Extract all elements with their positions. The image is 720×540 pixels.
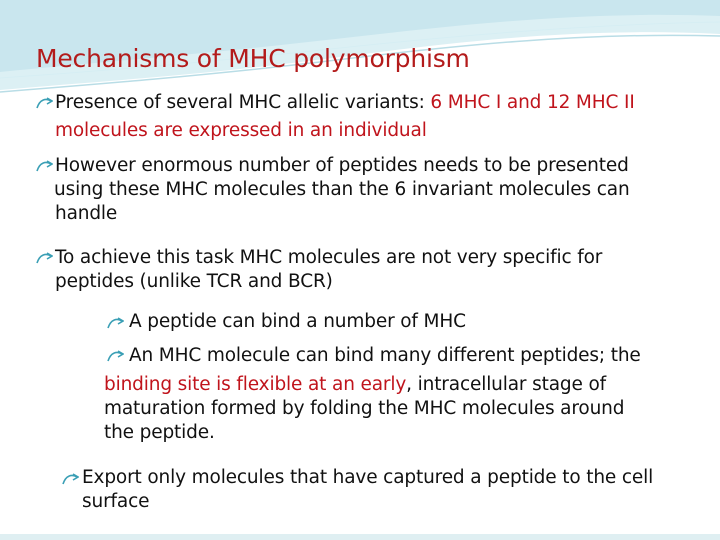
sub-bullet-2 (129, 344, 641, 368)
bullet-4 (82, 466, 653, 514)
bullet-1-line-2 (55, 119, 427, 143)
bullet-4-line-2: surface (82, 491, 150, 512)
bullet-arrow-icon (36, 251, 53, 265)
bullet-1-text: Presence of several MHC allelic variants: (55, 92, 431, 113)
bullet-2 (55, 154, 630, 226)
sub-bullet-2-highlight: binding site is flexible at an early (104, 374, 407, 395)
bullet-arrow-icon (62, 472, 79, 486)
bullet-2-line-1: However enormous number of peptides needs to be presented (55, 155, 629, 176)
bullet-arrow-icon (107, 349, 124, 363)
bullet-arrow-icon (36, 96, 53, 110)
bullet-3-line-1: To achieve this task MHC molecules are not very specific for (55, 247, 603, 268)
sub-bullet-2-line-2-rest: , intracellular stage of (406, 374, 606, 395)
bullet-2-line-3: handle (55, 203, 118, 224)
sub-bullet-2-line-3: maturation formed by folding the MHC molecules around (104, 398, 625, 419)
sub-bullet-2-line-4: the peptide. (104, 422, 215, 443)
sub-bullet-1 (129, 310, 466, 334)
sub-bullet-2-cont (104, 373, 624, 445)
bullet-3 (55, 246, 602, 294)
bullet-arrow-icon (107, 316, 124, 330)
bullet-arrow-icon (36, 159, 53, 173)
bullet-3-line-2: peptides (unlike TCR and BCR) (55, 271, 333, 292)
decorative-bottom-band (0, 534, 720, 540)
bullet-1 (55, 91, 635, 115)
bullet-1-highlight: 6 MHC I and 12 MHC II (430, 92, 635, 113)
sub-bullet-1-line-1: A peptide can bind a number of MHC (129, 311, 466, 332)
slide-title: Mechanisms of MHC polymorphism (36, 44, 470, 73)
bullet-4-line-1: Export only molecules that have captured a peptide to the cell (82, 467, 654, 488)
sub-bullet-2-line-1: An MHC molecule can bind many different peptides; the (129, 345, 641, 366)
bullet-2-line-2: using these MHC molecules than the 6 invariant molecules can (54, 179, 630, 200)
bullet-1-highlight-cont: molecules are expressed in an individual (55, 120, 427, 141)
